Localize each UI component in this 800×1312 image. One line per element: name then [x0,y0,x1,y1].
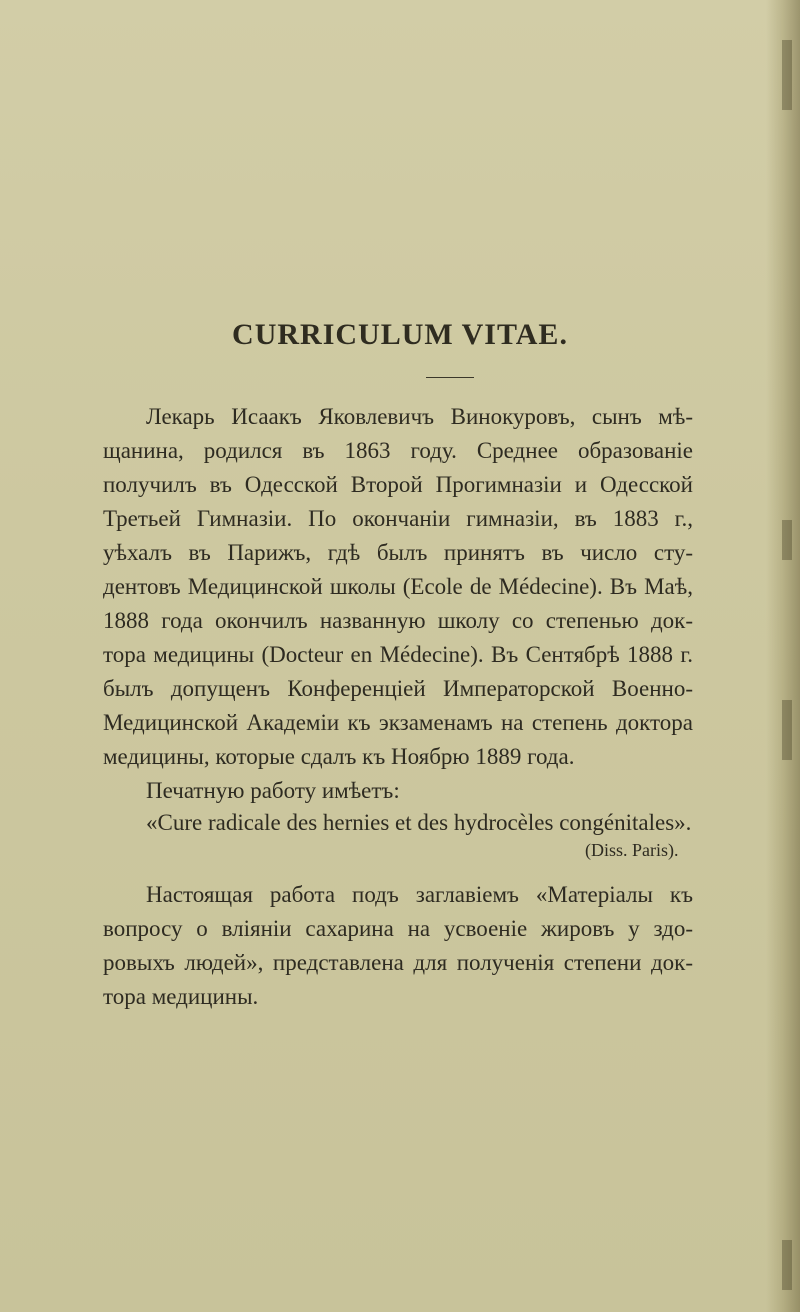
page-edge-mark [782,520,792,560]
page-edge-mark [782,700,792,760]
page-edge-shadow [766,0,800,1312]
title-rule [426,377,474,378]
text-line: щанина, родился въ 1863 году. Среднее образованіе [103,438,693,463]
text-line: Третьей Гимназіи. По окончаніи гимназіи, въ 1883 г., [103,506,693,531]
text-line: вопросу о вліяніи сахарина на усвоеніе жировъ у здо- [103,916,693,941]
page-edge-mark [782,1240,792,1290]
printed-work-intro: Печатную работу имѣетъ: [146,778,400,803]
text-line: былъ допущенъ Конференціей Императорской Военно- [103,676,693,701]
text-line: тора медицины. [103,984,259,1009]
text-line: уѣхалъ въ Парижъ, гдѣ былъ принятъ въ число сту- [103,540,693,565]
text-line: дентовъ Медицинской школы (Ecole de Médecine). Въ Маѣ, [103,574,693,599]
text-line: получилъ въ Одесской Второй Прогимназіи и Одесской [103,472,693,497]
text-line: тора медицины (Docteur en Médecine). Въ Сентябрѣ 1888 г. [103,642,693,667]
text-line: медицины, которые сдалъ къ Ноябрю 1889 года. [103,744,575,769]
page-title: CURRICULUM VITAE. [232,318,568,351]
text-line: Настоящая работа подъ заглавіемъ «Матеріалы къ [146,882,693,907]
text-line: Медицинской Академіи къ экзаменамъ на степень доктора [103,710,693,735]
page-edge-mark [782,40,792,110]
text-line: ровыхъ людей», представлена для полученія степени док- [103,950,693,975]
printed-work-source: (Diss. Paris). [585,840,679,860]
text-line: 1888 года окончилъ названную школу со степенью док- [103,608,693,633]
printed-work-title: «Cure radicale des hernies et des hydrocèles congénitales». [146,810,692,835]
text-line: Лекарь Исаакъ Яковлевичъ Винокуровъ, сынъ мѣ- [146,404,693,429]
